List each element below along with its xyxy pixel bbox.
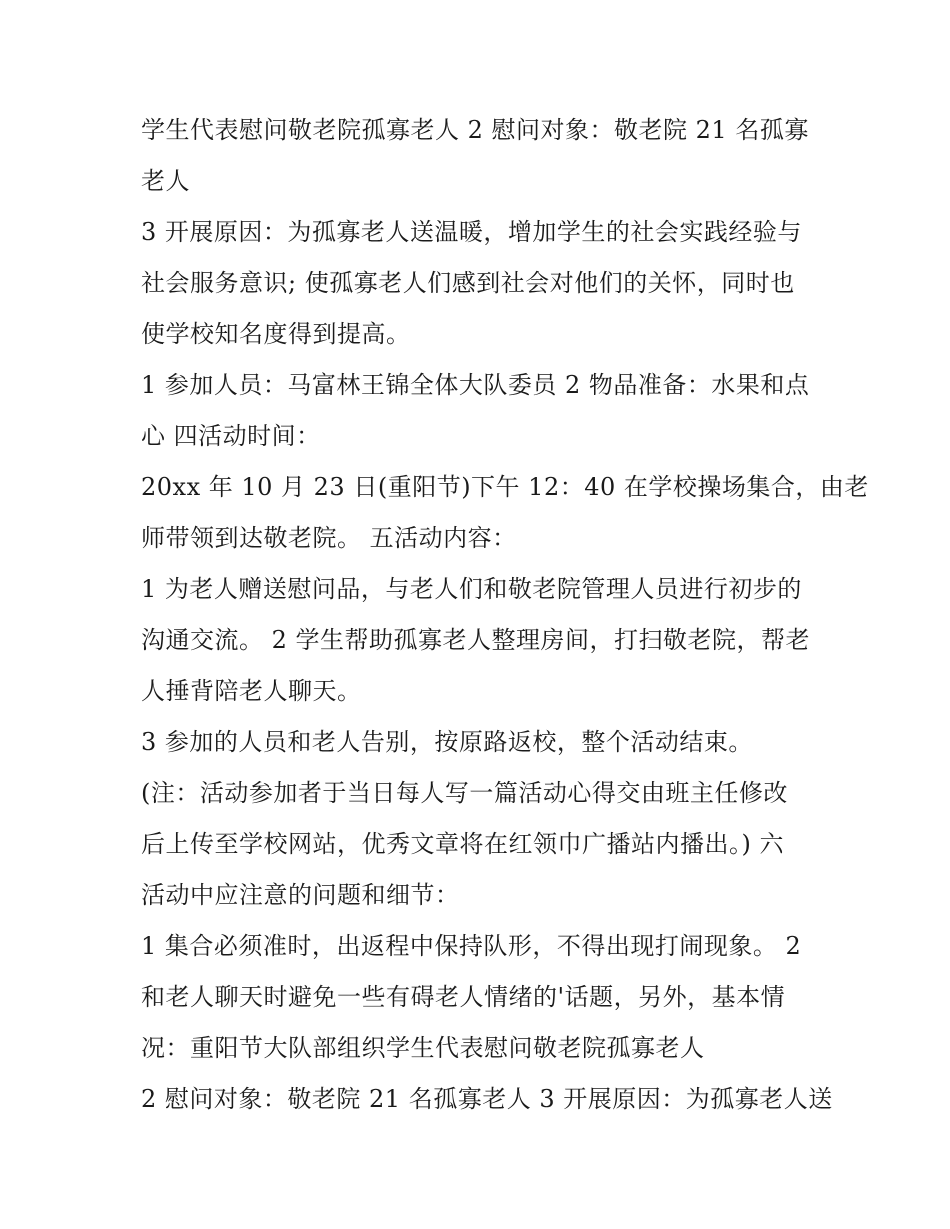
text-line: 1 为老人赠送慰问品，与老人们和敬老院管理人员进行初步的 [141,575,802,603]
text-line: 沟通交流。 2 学生帮助孤寡老人整理房间，打扫敬老院，帮老 [141,626,811,654]
text-line: 1 参加人员：马富林王锦全体大队委员 2 物品准备：水果和点 [141,371,810,399]
text-line: 学生代表慰问敬老院孤寡老人 2 慰问对象：敬老院 21 名孤寡 [141,116,809,144]
text-line: 心 四活动时间： [141,422,321,450]
text-line: 人捶背陪老人聊天。 [141,677,362,705]
text-line: 1 集合必须准时，出返程中保持队形，不得出现打闹现象。 2 [141,932,802,960]
text-line: 社会服务意识; 使孤寡老人们感到社会对他们的关怀，同时也 [141,269,795,297]
text-line: (注：活动参加者于当日每人写一篇活动心得交由班主任修改 [141,779,788,807]
text-line: 况：重阳节大队部组织学生代表慰问敬老院孤寡老人 [141,1034,705,1062]
text-line: 3 参加的人员和老人告别，按原路返校，整个活动结束。 [141,728,753,756]
text-line: 师带领到达敬老院。 五活动内容： [141,524,517,552]
text-line: 和老人聊天时避免一些有碍老人情绪的'话题，另外，基本情 [141,983,786,1011]
text-line: 活动中应注意的问题和细节： [141,881,460,909]
text-line: 后上传至学校网站，优秀文章将在红领巾广播站内播出。) 六 [141,830,784,858]
text-line: 使学校知名度得到提高。 [141,320,411,348]
text-line: 20xx 年 10 月 23 日(重阳节)下午 12：40 在学校操场集合，由老 [141,473,869,501]
text-line: 老人 [141,167,190,195]
text-line: 3 开展原因：为孤寡老人送温暖，增加学生的社会实践经验与 [141,218,802,246]
text-line: 2 慰问对象：敬老院 21 名孤寡老人 3 开展原因：为孤寡老人送 [141,1085,833,1113]
